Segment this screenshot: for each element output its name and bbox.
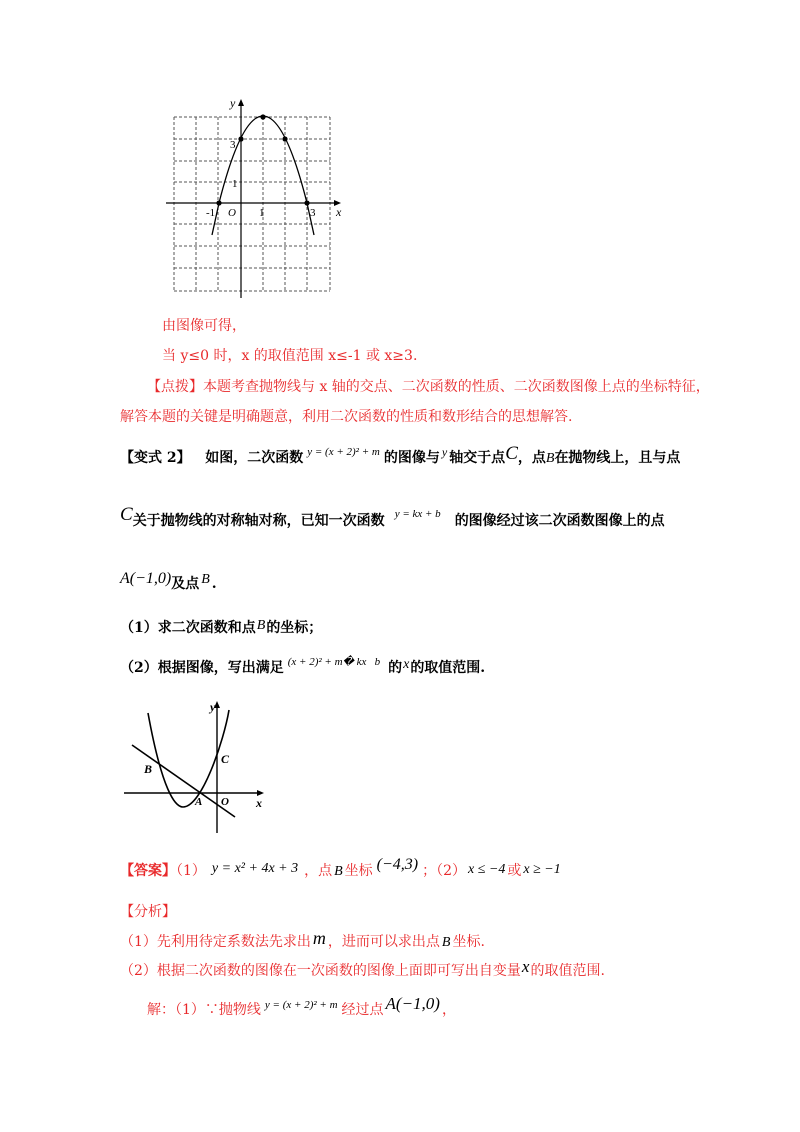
problem-line-1: 【变式 2】 如图，二次函数 $^{y = (x + 2)^2 + m}$ 的图像与 y 轴交于点C，点B在抛物线上，且与点 <box>120 443 681 466</box>
function-graph-2 <box>120 695 280 835</box>
quadratic-formula: y = (x + 2)² + m <box>307 446 380 458</box>
tick-x-1: 1 <box>259 207 265 219</box>
answer-label: 【答案】 <box>120 863 176 879</box>
point-1-4 <box>260 114 265 119</box>
tip-line-1: 【点拨】本题考查抛物线与 x 轴的交点、二次函数的性质、二次函数图像上点的坐标特征， <box>147 379 710 395</box>
y-axis-label: y <box>210 700 216 714</box>
problem-label: 【变式 2】 <box>120 450 191 466</box>
tick-y-1: 1 <box>232 178 238 190</box>
answer-line: 【答案】（1） y = x² + 4x + 3 ，点 B 坐标 (−4,3) ；（2） x ≤ −4 或 x ≥ −1 <box>120 856 561 879</box>
tip-line-2: 解答本题的关键是明确题意，利用二次函数的性质和数形结合的思想解答. <box>120 409 573 425</box>
origin-label: O <box>221 796 229 808</box>
inequality-formula: (x + 2)² + m� kx b <box>287 656 381 668</box>
point-0-3 <box>238 136 243 141</box>
point-a-label: A <box>195 796 203 808</box>
point-c-label: C <box>221 752 230 766</box>
problem-line-2: C关于抛物线的对称轴对称，已知一次函数 $^{y = kx + b}$ 的图像经过该二次函数图像上的点 <box>120 504 665 529</box>
point-neg1-0 <box>216 200 221 205</box>
question-1: （1）求二次函数和点B的坐标； <box>120 618 323 636</box>
x-axis-label: x <box>256 796 262 810</box>
point-b-label: B <box>144 762 153 776</box>
linear-formula: y = kx + b <box>394 508 441 520</box>
y-axis-label: y <box>230 96 236 110</box>
analysis-line-1: （1）先利用待定系数法先求出 m ，进而可以求出点 B 坐标. <box>120 928 485 950</box>
answer-formula: y = x² + 4x + 3 <box>211 861 299 876</box>
y-axis-arrow <box>238 99 244 106</box>
question-2: （2）根据图像，写出满足 $^{(x + 2)^2 + m� kx b}$ 的x的取值范围. <box>120 656 486 676</box>
tick-y-3: 3 <box>230 139 236 151</box>
analysis-label: 【分析】 <box>120 904 176 920</box>
point-2-3 <box>282 136 287 141</box>
parabola-graph-1 <box>160 95 350 300</box>
problem-line-3: A(−1,0)及点 B . <box>120 570 217 592</box>
origin-label: O <box>228 207 236 219</box>
solution-line-2: 当 y≤0 时，x 的取值范围 x≤-1 或 x≥3. <box>162 348 418 364</box>
solution-start: 解：（1）∵抛物线 $^{y = (x + 2)^2 + m}$ 经过点 A(−1,0) ， <box>147 994 456 1018</box>
point-3-0 <box>304 200 309 205</box>
analysis-line-2: （2）根据二次函数的图像在一次函数的图像上面即可写出自变量x的取值范围. <box>120 957 605 979</box>
tick-x-neg1: -1 <box>206 207 216 219</box>
x-axis-label: x <box>336 205 342 219</box>
tick-x-3: 3 <box>310 207 316 219</box>
solution-line-1: 由图像可得， <box>162 318 246 334</box>
